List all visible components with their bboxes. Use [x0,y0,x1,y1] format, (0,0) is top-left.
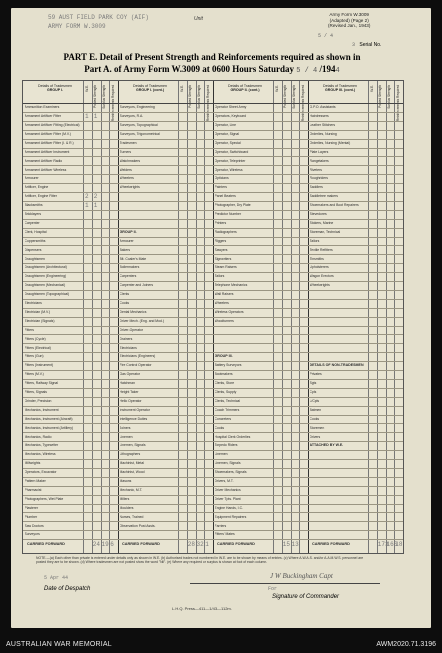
row-label: Operator Sheet Army [214,105,247,110]
row-label: Saddlers [309,185,323,190]
serial-no [352,42,381,48]
row-label: Orderlies, Nursing [309,131,337,136]
row-rule [23,468,403,469]
row-rule [23,174,403,175]
row-rule [23,379,403,380]
row-label: Rangetakers [309,158,329,163]
serial-label: Serial No. [359,42,382,48]
row-label: Machinist, Wood [119,470,145,475]
row-label: Linemen [119,434,133,439]
row-label: Surveyors [24,532,40,537]
row-label: Predictor Number [214,212,242,216]
row-rule [23,441,403,442]
row-label: Hairdressers [309,114,329,119]
row-rule [23,165,403,166]
column-header-posted: Posted Strength [378,85,383,108]
row-label: Operator, Special [214,140,241,145]
row-rule [23,459,403,460]
row-label: Operator, Switchboard [214,149,249,154]
form-title-line2 [22,64,402,75]
row-rule [23,237,403,238]
row-label: Operators, Keyboard [214,114,246,119]
row-label: Electrician (M.V.) [24,309,50,314]
row-rule [23,121,403,122]
row-label: Dispensers [24,247,42,252]
column-header-surplus: Surplus Strength [102,85,106,109]
row-label: Armament Artificer Fitting (Electrical) [24,123,80,127]
row-label: Cpls [309,390,317,394]
col3-header [215,84,275,92]
col3-details-label: Details of Tradesmen [228,84,262,88]
col1-header [25,84,85,92]
column-header-required: Reinforcements Required [300,85,305,122]
column-header-posted: Posted Strength [93,85,98,108]
row-label: Armourer [119,238,134,243]
row-label: Machinist, Metal [119,461,144,466]
row-label: Driver-Operator [119,327,144,332]
col2-details-label: Details of Tradesmen [133,84,167,88]
header-date-handwritten: 5 / 4 [318,33,334,39]
form-line-1: Army Form W.3009 [329,12,369,17]
header-rule [23,103,403,104]
row-label: Artificer, Engine [24,185,49,190]
row-label: Pharmacist [24,487,42,492]
title-text: Part A. of Army Form W.3009 at 0600 Hours Saturday [84,64,294,74]
row-label: Operator, Teleprinter [214,158,246,163]
row-rule [23,343,403,344]
form-notes: NOTE.—(a) Each other than private is entered under details only as shown in W.E. (b) Authorised trades not numbered in W.E. are to be shown by means of entries. (c) Where A.W.A.S. and/or A.A.M.W.S. personnel are posted they are to be shown. (d) Where tradesmen are not posted show the word "Nil". (e) Where any required or surplus is shown at foot of each column. [36,556,364,565]
row-label: Sawyers [214,247,228,252]
row-label: Mechanics, Instrument (Artillery) [24,425,74,430]
row-label: Driver Tpts. Plant [214,496,241,501]
row-label: Wheelers [214,301,229,305]
for-handwritten: For [268,586,278,592]
row-label: Wall Raisers [214,292,234,297]
archive-id: AWM2020.71.3196 [376,641,436,648]
carried-forward-value: 24 [92,541,100,549]
row-label: Ammunition Examiners [24,105,60,110]
carried-forward-value: 13 [291,541,299,549]
row-label: G.P.O. Assistants [309,105,336,110]
row-label: Tailors [309,238,320,243]
row-label: Shoemakers and Boot Repairers [309,203,359,208]
row-label: Plate Layers [309,149,329,154]
row-rule [23,210,403,211]
row-label: Telephone Mechanics [214,283,248,288]
row-label: Riggers [214,238,227,243]
column-header-we: W.E. [179,85,184,92]
row-label: Fitters (Cycle) [24,336,46,341]
row-rule [23,263,403,264]
row-rule [23,228,403,229]
row-rule [23,388,403,389]
row-label: Fitters (Electrical) [24,345,51,350]
row-rule [23,397,403,398]
row-rule [23,432,403,433]
row-label: Riveters [309,167,322,172]
row-rule [23,370,403,371]
cell-value: 1 [85,201,89,209]
signature-handwritten: J W Buckingham Capt [270,572,333,580]
carried-forward-value: 19 [101,541,109,549]
row-label: Wheelwrights [309,283,330,288]
row-label: Printers [214,220,227,225]
row-rule [23,521,403,522]
row-rule [23,290,403,291]
row-label: Sgts [309,381,317,386]
row-label: Carpenter [24,220,40,225]
row-label: Fitters, Signals [24,390,47,394]
title-date-handwritten: 5 / 4 [296,67,318,75]
row-label: Wagon Erectors [309,274,334,279]
strength-table [22,80,404,554]
row-label: Linemen, Signals [119,443,146,448]
row-label: Coppersmiths [24,238,46,243]
row-label: Mechanics, Instrument (Aircraft) [24,416,73,421]
row-label: Electrician (Signals) [24,318,55,323]
row-label: Welders [119,167,132,172]
row-label: Fire Control Operator [119,363,152,368]
row-label: Steam Raisers [214,265,237,270]
row-label: Mechanics, Typewriter [24,443,59,448]
row-rule [23,361,403,362]
row-label: Bootmakers [214,372,233,377]
row-label: Farriers [214,523,227,528]
row-rule [23,308,403,309]
col1-details-label: Details of Tradesmen [38,84,72,88]
row-label: Blacksmiths [24,203,43,208]
row-label: Saddletree makers [309,194,338,199]
row-rule [23,495,403,496]
row-rule [23,130,403,131]
row-label: Cooks [309,416,320,421]
row-label: GROUP III. [214,354,233,359]
row-label: Electricians (Engineers) [119,354,156,359]
row-label: Stevedores [309,212,327,216]
row-label: Drivers, M.T. [214,479,234,483]
row-rule [23,326,403,327]
row-rule [23,156,403,157]
row-label: Operator, Wireless [214,167,243,172]
row-label: Mechanics, Instrument [24,407,59,412]
carried-forward-value: 165 [386,541,398,549]
row-label: Blt. Coaler's Mate [119,256,147,261]
row-label: Dental Mechanics [119,309,147,314]
row-label: Carpenters [119,274,137,279]
row-label: Observation Post Assts. [119,523,156,528]
column-header-surplus: Surplus Strength [292,85,296,109]
row-label: Lithographers [119,452,141,457]
column-header-surplus: Surplus Strength [387,85,391,109]
row-label: Surveyors, Engineering [119,105,155,110]
unit-sub-handwritten: ARMY FORM W.3009 [48,23,106,30]
row-label: Hospital Clerk Orderlies [214,434,251,439]
row-label: Storeman, Technical [309,229,341,234]
unit-field [48,14,203,30]
row-label: Textile Refitters [309,247,333,252]
unit-label: Unit [194,16,203,22]
row-label: Clerks, Technical [214,398,241,403]
row-label: Photographer, Dry Plate [214,203,251,208]
row-label: Surveyors, Topographical [119,123,158,127]
row-label: Electricians [119,345,137,350]
col4-header [310,84,370,92]
row-label: Orderlies, Nursing (Mental) [309,140,351,145]
unit-handwritten: 59 AUST FIELD PARK COY (AIF) [48,14,149,21]
row-rule [23,504,403,505]
row-label: ATTACHED BY W.E. [309,443,344,448]
row-label: L/Cpls [309,398,320,403]
row-rule [23,415,403,416]
row-label: Fitters (Gun) [24,354,44,359]
archive-credit: AUSTRALIAN WAR MEMORIAL [6,641,112,648]
col2-group-label: GROUP I. (cont.) [135,88,165,93]
row-label: Fitters' Mates [214,532,235,537]
row-label: Fitters [24,327,34,332]
row-label: Signwriters [214,256,232,261]
column-header-surplus: Surplus Strength [197,85,201,109]
row-label: Engine Hands, I.C. [214,505,243,510]
row-label: Surveyors, R.A. [119,114,144,119]
row-rule [23,406,403,407]
row-label: Fitters, Railway Signal [24,381,59,386]
column-header-we: W.E. [369,85,374,92]
row-label: Clerks [119,292,130,297]
signature-label: Signature of Commander [272,594,340,600]
row-label: Clerks, Store [214,381,235,386]
row-label: Bricklayers [24,212,42,216]
row-rule [23,272,403,273]
row-rule [23,317,403,318]
row-label: Opticians [214,176,229,181]
column-header-required: Reinforcements Required [395,85,400,122]
column-header-we: W.E. [274,85,279,92]
row-label: Watchmakers [119,158,141,163]
row-label: Height Taker [119,390,139,394]
row-label: Stokers, Marine [309,220,334,225]
row-label: Instrument Operator [119,407,150,412]
row-label: Tinsmiths [309,256,324,261]
row-rule [23,539,403,540]
row-label: Moulders [119,505,134,510]
row-label: Grinder, Precision [24,398,52,403]
row-label: Wheelwrights [119,185,140,190]
title-year: /194 [319,64,336,74]
row-label: Masons [119,479,132,483]
serial-handwritten: 3 [352,42,356,48]
cell-value: 1 [93,201,98,209]
row-label: Linemen [214,452,228,457]
row-label: Torpedo Riders [214,443,238,448]
row-label: Plasterer [24,505,39,510]
carried-forward-value: 15 [282,541,290,549]
row-rule [23,139,403,140]
row-label: Armament Artificer Wireless [24,167,67,172]
row-label: Nurses, Trained [119,514,144,519]
row-label: Driver Mech. (Eng. and Mod.) [119,318,164,323]
col2-header [120,84,180,92]
row-rule [23,219,403,220]
row-label: Clerk, Hospital [24,229,47,234]
row-label: Plumber [24,514,38,519]
row-label: Wheelers [119,176,134,181]
row-label: DETAILS OF NON-TRADESMEN [309,363,364,368]
row-label: Boilermakers [119,265,140,270]
row-label: Surveyors, Trigonometrical [119,131,160,136]
row-rule [23,477,403,478]
row-label: Linemen, Signals [214,461,241,466]
row-label: Pattern Maker [24,479,46,483]
carried-forward-value: 173 [377,541,389,549]
row-label: Woodturners [214,318,234,323]
row-label: Armament Artificer Fitter (M.V.) [24,131,71,136]
row-label: Draughtsmen (Architectural) [24,265,67,270]
cell-value: 1 [93,112,98,120]
row-rule [23,201,403,202]
carried-forward-value: 28 [187,541,195,549]
row-label: Drivers [309,434,321,439]
row-rule [23,281,403,282]
row-rule [23,450,403,451]
row-label: Storemen [309,425,325,430]
col4-details-label: Details of Tradesmen [323,84,357,88]
row-label: Armament Artificer Instrument [24,149,70,154]
row-label: Draughtsmen (Engineering) [24,274,67,279]
row-rule [23,148,403,149]
column-header-posted: Posted Strength [188,85,193,108]
row-rule [23,423,403,424]
cell-value: 1 [85,112,89,120]
form-line-2: (Adapted) (Page 2) [329,17,369,23]
row-label: Concreters [214,416,232,421]
cell-value: 2 [93,193,98,200]
row-rule [23,334,403,335]
row-label: Carpenter and Joiners [119,283,154,288]
col1-group-label: GROUP I. [46,88,64,93]
row-rule [23,245,403,246]
row-label: Artificer, Engine Fitter [24,194,57,199]
row-label: Draughtsmen [24,256,45,261]
row-rule [23,192,403,193]
row-label: Equipment Repairers [214,514,247,519]
row-label: Mechanics, Radio [24,434,52,439]
row-label: Tailors [214,274,225,279]
signature-line [190,583,380,584]
row-rule [23,299,403,300]
row-label: Batmen [309,407,322,412]
title-year-handwritten: 4 [335,67,340,75]
row-label: Turners [119,149,132,154]
row-label: Gas Operator [119,372,141,377]
row-label: Wireless Operators [214,309,244,314]
row-label: Electricians [24,301,42,305]
carried-forward-value: 32 [196,541,204,549]
row-label: Bakers [119,247,131,252]
row-label: Armament Artificer Fitter (I. & R.) [24,140,74,145]
carried-forward-label: CARRIED FORWARD [122,542,160,547]
row-label: Operators, Excavator [24,470,57,475]
row-label: Coach Trimmers [214,407,240,412]
printer-imprint: L.H.Q. Press—411—1/43—112m. [172,606,232,611]
cell-value: 2 [85,193,89,200]
row-rule [23,183,403,184]
row-label: Draughtsmen (Topographical) [24,292,70,297]
form-line-3: (Revised Jan., 1943) [328,23,371,29]
row-label: Shoemakers, Signals [214,470,247,475]
row-label: GROUP II. [119,229,137,234]
row-label: Panel Beaters [214,194,236,199]
row-label: Upholsterers [309,265,329,270]
carried-forward-label: CARRIED FORWARD [217,542,255,547]
col3-group-label: GROUP II. (cont.) [230,88,260,93]
row-rule [23,254,403,255]
row-label: Armourer [24,176,39,181]
row-label: Leather Stitchers [309,123,336,127]
row-rule [23,486,403,487]
row-label: Battery Surveyors [214,363,242,368]
row-label: Saw Doctors [24,523,44,528]
carried-forward-value: 6 [110,541,114,549]
row-label: Painters [214,185,227,190]
row-label: Cooks [214,425,225,430]
row-label: Hello Operator [119,398,142,403]
carried-forward-label: CARRIED FORWARD [312,542,350,547]
form-title-line1: PART E. Detail of Present Strength and Reinforcements required as shown in [63,52,361,62]
despatch-label: Date of Despatch [44,586,91,592]
row-label: Millwrights [24,461,41,466]
row-label: Fitters (Instrument) [24,363,54,368]
row-label: Mechanic, M.T. [119,487,143,492]
row-label: Roughriders [309,176,328,181]
row-label: Fitters (M.V.) [24,372,44,377]
row-label: Radiographers [214,229,237,234]
row-label: Clerks, Supply [214,390,237,394]
row-label: Tradesmen [119,140,137,145]
column-header-required: Reinforcements Required [205,85,210,122]
column-header-posted: Posted Strength [283,85,288,108]
row-label: Driver Mechanics [214,487,241,492]
row-label: Millers [119,496,130,501]
row-rule [23,530,403,531]
row-rule [23,512,403,513]
row-label: Photographers, Wet Plate [24,496,64,501]
carried-forward-label: CARRIED FORWARD [27,542,65,547]
row-rule [23,352,403,353]
row-label: Drainers [119,336,133,341]
row-label: Armament Artificer Radio [24,158,63,163]
row-label: Draughtsmen (Mechanical) [24,283,66,288]
carried-forward-value: 1 [205,541,209,549]
row-label: Armament Artificer Fitter [24,114,62,119]
column-header-we: W.E. [84,85,89,92]
row-label: Operator, Signal [214,131,240,136]
column-header-required: Reinforcements Required [110,85,115,122]
row-label: Operator, Line [214,123,236,127]
row-label: Mechanics, Wireless [24,452,56,457]
row-rule [23,112,403,113]
header-date [318,33,333,39]
col4-group-label: GROUP III. (cont.) [324,88,356,93]
row-label: Joiners [119,425,131,430]
row-label: Cooks [119,301,130,305]
row-label: Privates [309,372,322,377]
form-reference [328,12,370,29]
row-label: Hatchman [119,381,135,386]
despatch-date-handwritten: 5 Apr 44 [44,575,69,581]
carried-forward-value: 18 [395,541,403,549]
row-label: Intelligence Duties [119,416,148,421]
